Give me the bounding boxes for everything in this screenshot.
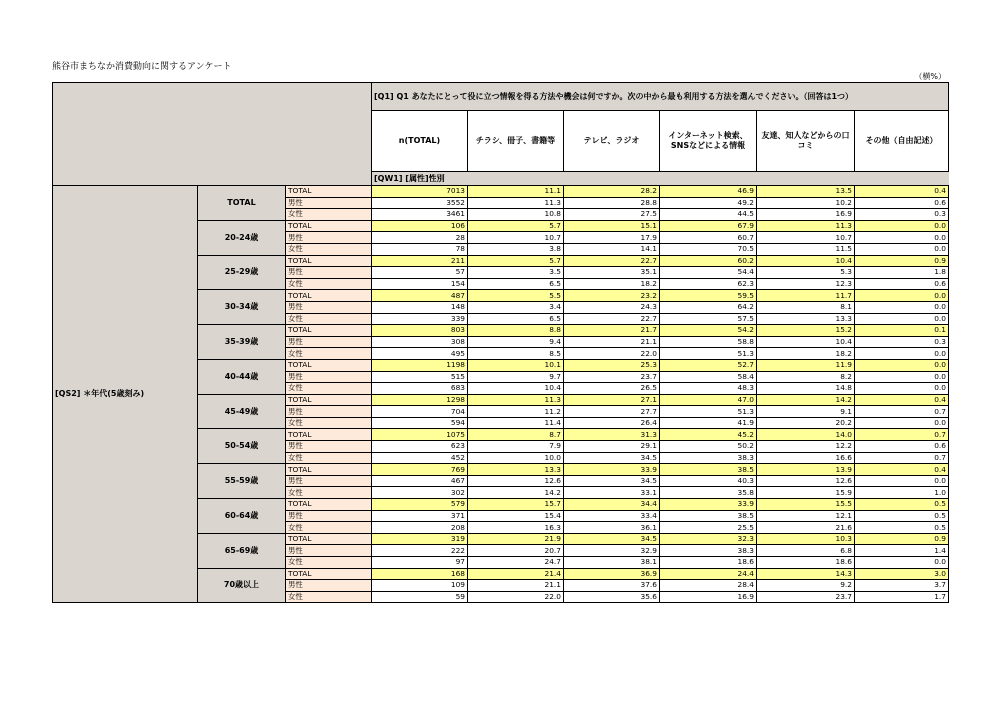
value-cell: 0.5 <box>855 522 949 534</box>
value-cell: 16.3 <box>468 522 564 534</box>
value-cell: 50.2 <box>660 441 757 453</box>
value-cell: 0.0 <box>855 359 949 371</box>
value-cell: 20.7 <box>468 545 564 557</box>
value-cell: 58.8 <box>660 336 757 348</box>
value-cell: 0.5 <box>855 499 949 511</box>
value-cell: 32.3 <box>660 533 757 545</box>
value-cell: 8.7 <box>468 429 564 441</box>
gender-label: TOTAL <box>286 394 372 406</box>
value-cell: 46.9 <box>660 186 757 198</box>
age-group-label: 45-49歳 <box>198 394 286 429</box>
value-cell: 0.7 <box>855 429 949 441</box>
value-cell: 11.9 <box>757 359 855 371</box>
gender-label: 女性 <box>286 522 372 534</box>
age-group-label: TOTAL <box>198 186 286 221</box>
value-cell: 62.3 <box>660 278 757 290</box>
value-cell: 148 <box>372 301 468 313</box>
value-cell: 15.1 <box>564 220 660 232</box>
value-cell: 78 <box>372 243 468 255</box>
value-cell: 25.3 <box>564 359 660 371</box>
value-cell: 9.4 <box>468 336 564 348</box>
value-cell: 13.9 <box>757 464 855 476</box>
value-cell: 9.1 <box>757 406 855 418</box>
value-cell: 38.1 <box>564 557 660 569</box>
value-cell: 0.6 <box>855 441 949 453</box>
gender-label: 女性 <box>286 383 372 395</box>
value-cell: 22.7 <box>564 255 660 267</box>
column-header: n(TOTAL) <box>372 111 468 172</box>
value-cell: 1198 <box>372 359 468 371</box>
gender-label: 男性 <box>286 406 372 418</box>
value-cell: 58.4 <box>660 371 757 383</box>
crosstab-table <box>52 82 949 603</box>
gender-label: TOTAL <box>286 290 372 302</box>
value-cell: 27.7 <box>564 406 660 418</box>
value-cell: 21.6 <box>757 522 855 534</box>
value-cell: 97 <box>372 557 468 569</box>
value-cell: 35.6 <box>564 591 660 603</box>
value-cell: 36.9 <box>564 568 660 580</box>
age-group-label: 65-69歳 <box>198 533 286 568</box>
value-cell: 10.7 <box>468 232 564 244</box>
value-cell: 24.7 <box>468 557 564 569</box>
value-cell: 0.0 <box>855 348 949 360</box>
value-cell: 60.2 <box>660 255 757 267</box>
gender-label: TOTAL <box>286 533 372 545</box>
value-cell: 70.5 <box>660 243 757 255</box>
value-cell: 12.2 <box>757 441 855 453</box>
column-header: インターネット検索、SNSなどによる情報 <box>660 111 757 172</box>
column-header: 友達、知人などからの口コミ <box>757 111 855 172</box>
value-cell: 11.3 <box>757 220 855 232</box>
value-cell: 11.4 <box>468 417 564 429</box>
value-cell: 18.6 <box>757 557 855 569</box>
value-cell: 0.4 <box>855 186 949 198</box>
value-cell: 21.1 <box>564 336 660 348</box>
value-cell: 27.1 <box>564 394 660 406</box>
value-cell: 21.4 <box>468 568 564 580</box>
question-header: [Q1] Q1 あなたにとって役に立つ情報を得る方法や機会は何ですか。次の中から最も利用する方法を選んでください。（回答は1つ） <box>372 83 949 111</box>
value-cell: 10.1 <box>468 359 564 371</box>
document-title: 熊谷市まちなか消費動向に関するアンケート <box>52 62 232 72</box>
value-cell: 16.9 <box>660 591 757 603</box>
value-cell: 44.5 <box>660 209 757 221</box>
value-cell: 33.1 <box>564 487 660 499</box>
gender-label: 女性 <box>286 348 372 360</box>
gender-label: TOTAL <box>286 464 372 476</box>
value-cell: 12.1 <box>757 510 855 522</box>
value-cell: 3552 <box>372 197 468 209</box>
value-cell: 36.1 <box>564 522 660 534</box>
value-cell: 15.9 <box>757 487 855 499</box>
value-cell: 38.5 <box>660 510 757 522</box>
value-cell: 769 <box>372 464 468 476</box>
age-group-label: 60-64歳 <box>198 499 286 534</box>
value-cell: 27.5 <box>564 209 660 221</box>
value-cell: 22.0 <box>564 348 660 360</box>
value-cell: 34.4 <box>564 499 660 511</box>
value-cell: 339 <box>372 313 468 325</box>
value-cell: 6.5 <box>468 313 564 325</box>
gender-label: 女性 <box>286 487 372 499</box>
value-cell: 15.2 <box>757 325 855 337</box>
value-cell: 13.5 <box>757 186 855 198</box>
value-cell: 1075 <box>372 429 468 441</box>
value-cell: 302 <box>372 487 468 499</box>
value-cell: 28 <box>372 232 468 244</box>
value-cell: 54.2 <box>660 325 757 337</box>
value-cell: 20.2 <box>757 417 855 429</box>
column-header: チラシ、冊子、書籍等 <box>468 111 564 172</box>
value-cell: 515 <box>372 371 468 383</box>
value-cell: 0.1 <box>855 325 949 337</box>
gender-label: 女性 <box>286 452 372 464</box>
value-cell: 10.4 <box>468 383 564 395</box>
value-cell: 3.4 <box>468 301 564 313</box>
value-cell: 29.1 <box>564 441 660 453</box>
value-cell: 33.4 <box>564 510 660 522</box>
value-cell: 64.2 <box>660 301 757 313</box>
value-cell: 0.0 <box>855 301 949 313</box>
value-cell: 38.3 <box>660 452 757 464</box>
value-cell: 35.1 <box>564 267 660 279</box>
gender-label: 男性 <box>286 232 372 244</box>
value-cell: 683 <box>372 383 468 395</box>
value-cell: 51.3 <box>660 348 757 360</box>
value-cell: 28.4 <box>660 580 757 592</box>
value-cell: 0.4 <box>855 394 949 406</box>
value-cell: 23.7 <box>757 591 855 603</box>
value-cell: 211 <box>372 255 468 267</box>
value-cell: 28.8 <box>564 197 660 209</box>
value-cell: 32.9 <box>564 545 660 557</box>
value-cell: 41.9 <box>660 417 757 429</box>
age-group-label: 55-59歳 <box>198 464 286 499</box>
value-cell: 0.0 <box>855 557 949 569</box>
age-group-label: 35-39歳 <box>198 325 286 360</box>
value-cell: 33.9 <box>660 499 757 511</box>
value-cell: 168 <box>372 568 468 580</box>
value-cell: 1.0 <box>855 487 949 499</box>
value-cell: 34.5 <box>564 533 660 545</box>
value-cell: 24.4 <box>660 568 757 580</box>
value-cell: 0.3 <box>855 209 949 221</box>
value-cell: 48.3 <box>660 383 757 395</box>
value-cell: 14.8 <box>757 383 855 395</box>
value-cell: 11.7 <box>757 290 855 302</box>
value-cell: 8.8 <box>468 325 564 337</box>
gender-label: 男性 <box>286 267 372 279</box>
value-cell: 803 <box>372 325 468 337</box>
value-cell: 26.5 <box>564 383 660 395</box>
value-cell: 467 <box>372 475 468 487</box>
value-cell: 17.9 <box>564 232 660 244</box>
value-cell: 10.0 <box>468 452 564 464</box>
value-cell: 11.5 <box>757 243 855 255</box>
gender-label: 女性 <box>286 591 372 603</box>
value-cell: 0.0 <box>855 220 949 232</box>
value-cell: 1.4 <box>855 545 949 557</box>
value-cell: 0.0 <box>855 290 949 302</box>
value-cell: 12.6 <box>757 475 855 487</box>
value-cell: 10.7 <box>757 232 855 244</box>
value-cell: 10.3 <box>757 533 855 545</box>
value-cell: 0.7 <box>855 452 949 464</box>
gender-label: TOTAL <box>286 568 372 580</box>
value-cell: 57 <box>372 267 468 279</box>
value-cell: 15.4 <box>468 510 564 522</box>
value-cell: 579 <box>372 499 468 511</box>
gender-label: TOTAL <box>286 325 372 337</box>
value-cell: 0.0 <box>855 383 949 395</box>
value-cell: 106 <box>372 220 468 232</box>
value-cell: 34.5 <box>564 475 660 487</box>
value-cell: 23.7 <box>564 371 660 383</box>
gender-label: 男性 <box>286 545 372 557</box>
value-cell: 10.8 <box>468 209 564 221</box>
value-cell: 109 <box>372 580 468 592</box>
gender-label: 女性 <box>286 209 372 221</box>
column-header: テレビ、ラジオ <box>564 111 660 172</box>
row-group-label: [QS2] ＊年代(5歳刻み) <box>53 186 198 603</box>
value-cell: 14.2 <box>468 487 564 499</box>
value-cell: 594 <box>372 417 468 429</box>
value-cell: 11.1 <box>468 186 564 198</box>
value-cell: 704 <box>372 406 468 418</box>
value-cell: 623 <box>372 441 468 453</box>
value-cell: 0.7 <box>855 406 949 418</box>
value-cell: 0.3 <box>855 336 949 348</box>
gender-label: TOTAL <box>286 220 372 232</box>
value-cell: 487 <box>372 290 468 302</box>
value-cell: 0.6 <box>855 197 949 209</box>
value-cell: 0.0 <box>855 475 949 487</box>
value-cell: 38.3 <box>660 545 757 557</box>
gender-label: TOTAL <box>286 359 372 371</box>
value-cell: 495 <box>372 348 468 360</box>
value-cell: 51.3 <box>660 406 757 418</box>
value-cell: 0.0 <box>855 417 949 429</box>
value-cell: 5.7 <box>468 255 564 267</box>
table-row <box>53 186 949 198</box>
value-cell: 3.7 <box>855 580 949 592</box>
value-cell: 0.9 <box>855 533 949 545</box>
value-cell: 308 <box>372 336 468 348</box>
value-cell: 21.1 <box>468 580 564 592</box>
value-cell: 10.4 <box>757 336 855 348</box>
corner-cell <box>53 83 372 186</box>
value-cell: 0.6 <box>855 278 949 290</box>
value-cell: 13.3 <box>757 313 855 325</box>
value-cell: 13.3 <box>468 464 564 476</box>
attribute-label: [QW1] [属性]性別 <box>372 172 468 186</box>
gender-label: 男性 <box>286 580 372 592</box>
gender-label: 男性 <box>286 197 372 209</box>
value-cell: 0.5 <box>855 510 949 522</box>
value-cell: 14.0 <box>757 429 855 441</box>
value-cell: 31.3 <box>564 429 660 441</box>
value-cell: 14.1 <box>564 243 660 255</box>
value-cell: 0.9 <box>855 255 949 267</box>
gender-label: 女性 <box>286 417 372 429</box>
value-cell: 1.8 <box>855 267 949 279</box>
value-cell: 52.7 <box>660 359 757 371</box>
value-cell: 3461 <box>372 209 468 221</box>
value-cell: 28.2 <box>564 186 660 198</box>
value-cell: 54.4 <box>660 267 757 279</box>
value-cell: 0.0 <box>855 232 949 244</box>
value-cell: 45.2 <box>660 429 757 441</box>
value-cell: 9.7 <box>468 371 564 383</box>
value-cell: 208 <box>372 522 468 534</box>
value-cell: 1298 <box>372 394 468 406</box>
value-cell: 33.9 <box>564 464 660 476</box>
value-cell: 5.3 <box>757 267 855 279</box>
value-cell: 22.7 <box>564 313 660 325</box>
value-cell: 34.5 <box>564 452 660 464</box>
value-cell: 0.0 <box>855 313 949 325</box>
value-cell: 222 <box>372 545 468 557</box>
gender-label: 男性 <box>286 336 372 348</box>
value-cell: 10.2 <box>757 197 855 209</box>
gender-label: 女性 <box>286 243 372 255</box>
value-cell: 6.5 <box>468 278 564 290</box>
value-cell: 59 <box>372 591 468 603</box>
value-cell: 5.7 <box>468 220 564 232</box>
gender-label: 女性 <box>286 557 372 569</box>
value-cell: 14.3 <box>757 568 855 580</box>
value-cell: 16.9 <box>757 209 855 221</box>
value-cell: 371 <box>372 510 468 522</box>
value-cell: 49.2 <box>660 197 757 209</box>
value-cell: 452 <box>372 452 468 464</box>
value-cell: 11.2 <box>468 406 564 418</box>
value-cell: 154 <box>372 278 468 290</box>
gender-label: TOTAL <box>286 186 372 198</box>
value-cell: 319 <box>372 533 468 545</box>
value-cell: 8.2 <box>757 371 855 383</box>
value-cell: 1.7 <box>855 591 949 603</box>
value-cell: 11.3 <box>468 197 564 209</box>
gender-label: 男性 <box>286 441 372 453</box>
value-cell: 0.0 <box>855 243 949 255</box>
attribute-label-filler <box>468 172 949 186</box>
age-group-label: 20-24歳 <box>198 220 286 255</box>
value-cell: 67.9 <box>660 220 757 232</box>
value-cell: 22.0 <box>468 591 564 603</box>
value-cell: 40.3 <box>660 475 757 487</box>
value-cell: 23.2 <box>564 290 660 302</box>
gender-label: TOTAL <box>286 499 372 511</box>
age-group-label: 70歳以上 <box>198 568 286 603</box>
value-cell: 18.2 <box>757 348 855 360</box>
gender-label: 男性 <box>286 510 372 522</box>
value-cell: 7.9 <box>468 441 564 453</box>
value-cell: 12.6 <box>468 475 564 487</box>
value-cell: 8.5 <box>468 348 564 360</box>
value-cell: 18.2 <box>564 278 660 290</box>
value-cell: 0.4 <box>855 464 949 476</box>
value-cell: 6.8 <box>757 545 855 557</box>
value-cell: 5.5 <box>468 290 564 302</box>
gender-label: 女性 <box>286 313 372 325</box>
value-cell: 21.9 <box>468 533 564 545</box>
value-cell: 3.0 <box>855 568 949 580</box>
gender-label: 男性 <box>286 371 372 383</box>
value-cell: 15.5 <box>757 499 855 511</box>
value-cell: 10.4 <box>757 255 855 267</box>
value-cell: 57.5 <box>660 313 757 325</box>
value-cell: 11.3 <box>468 394 564 406</box>
value-cell: 3.5 <box>468 267 564 279</box>
value-cell: 35.8 <box>660 487 757 499</box>
value-cell: 26.4 <box>564 417 660 429</box>
age-group-label: 40-44歳 <box>198 359 286 394</box>
value-cell: 7013 <box>372 186 468 198</box>
gender-label: 男性 <box>286 475 372 487</box>
value-cell: 0.0 <box>855 371 949 383</box>
value-cell: 21.7 <box>564 325 660 337</box>
value-cell: 14.2 <box>757 394 855 406</box>
value-cell: 18.6 <box>660 557 757 569</box>
age-group-label: 30-34歳 <box>198 290 286 325</box>
gender-label: TOTAL <box>286 429 372 441</box>
value-cell: 16.6 <box>757 452 855 464</box>
value-cell: 8.1 <box>757 301 855 313</box>
value-cell: 15.7 <box>468 499 564 511</box>
unit-note: （横%） <box>914 72 946 81</box>
age-group-label: 25-29歳 <box>198 255 286 290</box>
value-cell: 60.7 <box>660 232 757 244</box>
gender-label: 男性 <box>286 301 372 313</box>
value-cell: 37.6 <box>564 580 660 592</box>
value-cell: 24.3 <box>564 301 660 313</box>
gender-label: 女性 <box>286 278 372 290</box>
gender-label: TOTAL <box>286 255 372 267</box>
value-cell: 25.5 <box>660 522 757 534</box>
age-group-label: 50-54歳 <box>198 429 286 464</box>
value-cell: 12.3 <box>757 278 855 290</box>
value-cell: 38.5 <box>660 464 757 476</box>
value-cell: 9.2 <box>757 580 855 592</box>
value-cell: 47.0 <box>660 394 757 406</box>
column-header: その他（自由記述） <box>855 111 949 172</box>
value-cell: 59.5 <box>660 290 757 302</box>
value-cell: 3.8 <box>468 243 564 255</box>
